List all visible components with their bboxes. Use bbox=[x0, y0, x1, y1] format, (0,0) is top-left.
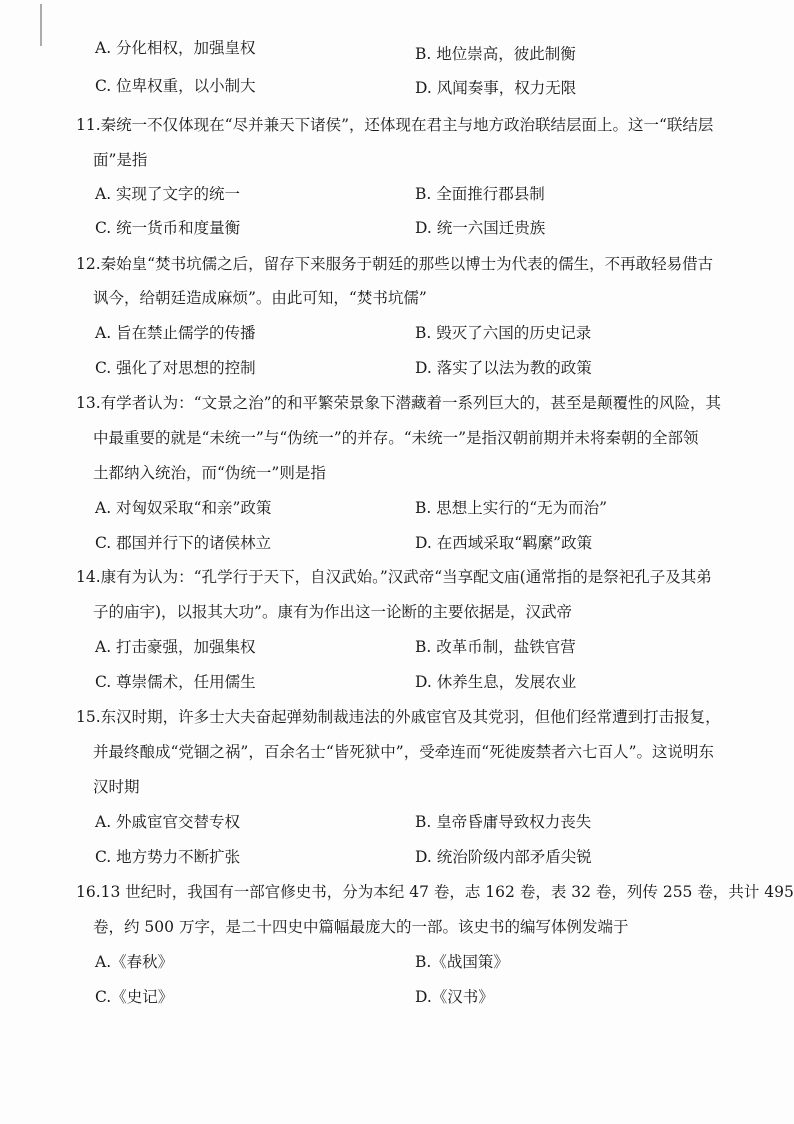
q11-line-1: 秦统一不仅体现在“尽并兼天下诸侯”，还体现在君主与地方政治联结层面上。这一“联结层 bbox=[100, 116, 714, 134]
q15-option-c[interactable]: C. 地方势力不断扩张 bbox=[95, 848, 241, 866]
q10-option-d[interactable]: D. 风闻奏事，权力无限 bbox=[415, 79, 577, 97]
q16-option-c[interactable]: C.《史记》 bbox=[95, 988, 174, 1006]
q16-option-a[interactable]: A.《春秋》 bbox=[95, 953, 174, 971]
q10-option-b[interactable]: B. 地位崇高，彼此制衡 bbox=[415, 45, 576, 63]
q15-option-d[interactable]: D. 统治阶级内部矛盾尖锐 bbox=[415, 848, 592, 866]
q16-line-2: 卷，约 500 万字，是二十四史中篇幅最庞大的一部。该史书的编写体例发端于 bbox=[93, 918, 629, 936]
q11-number: 11. bbox=[76, 116, 101, 134]
q13-option-b[interactable]: B. 思想上实行的“无为而治” bbox=[415, 499, 608, 517]
q12-option-b[interactable]: B. 毁灭了六国的历史记录 bbox=[415, 324, 592, 342]
q15-line-1: 东汉时期，许多士大夫奋起弹劾制裁违法的外戚宦官及其党羽，但他们经常遭到打击报复， bbox=[100, 708, 721, 726]
q13-line-3: 土都纳入统治，而“伪统一”则是指 bbox=[93, 464, 326, 482]
q14-number: 14. bbox=[76, 568, 101, 586]
q11-option-d[interactable]: D. 统一六国迁贵族 bbox=[415, 219, 546, 237]
q12-number: 12. bbox=[76, 255, 101, 273]
q14-stem bbox=[76, 567, 712, 587]
q13-option-d[interactable]: D. 在西域采取“羁縻”政策 bbox=[415, 534, 593, 552]
q14-line-1: 康有为认为：“孔学行于天下，自汉武始。”汉武帝“当享配文庙(通常指的是祭祀孔子及其弟 bbox=[100, 568, 712, 586]
q16-option-b[interactable]: B.《战国策》 bbox=[415, 953, 509, 971]
q16-stem bbox=[76, 882, 794, 902]
q15-option-a[interactable]: A. 外戚宦官交替专权 bbox=[95, 813, 241, 831]
q15-option-b[interactable]: B. 皇帝昏庸导致权力丧失 bbox=[415, 813, 592, 831]
q14-line-2: 子的庙宇)，以报其大功”。康有为作出这一论断的主要依据是，汉武帝 bbox=[93, 603, 572, 621]
q11-option-a[interactable]: A. 实现了文字的统一 bbox=[95, 185, 241, 203]
q14-option-c[interactable]: C. 尊崇儒术，任用儒生 bbox=[95, 673, 256, 691]
q15-stem bbox=[76, 707, 721, 727]
q16-line-1: 13 世纪时，我国有一部官修史书，分为本纪 47 卷，志 162 卷，表 32 卷，列传 255 卷，共计 495 bbox=[100, 883, 794, 901]
q15-line-2: 并最终酿成“党锢之祸”，百余名士“皆死狱中”，受牵连而“死徙废禁者六七百人”。这说明东 bbox=[93, 743, 715, 761]
q11-option-b[interactable]: B. 全面推行郡县制 bbox=[415, 185, 545, 203]
q16-number: 16. bbox=[76, 883, 101, 901]
q16-option-d[interactable]: D.《汉书》 bbox=[415, 988, 494, 1006]
q12-option-a[interactable]: A. 旨在禁止儒学的传播 bbox=[95, 324, 256, 342]
q10-option-a[interactable]: A. 分化相权，加强皇权 bbox=[95, 39, 256, 57]
q13-option-a[interactable]: A. 对匈奴采取“和亲”政策 bbox=[95, 499, 272, 517]
q12-line-2: 讽今，给朝廷造成麻烦”。由此可知，“焚书坑儒” bbox=[93, 289, 427, 307]
q12-stem bbox=[76, 254, 713, 274]
q12-option-c[interactable]: C. 强化了对思想的控制 bbox=[95, 359, 256, 377]
q11-option-c[interactable]: C. 统一货币和度量衡 bbox=[95, 219, 241, 237]
q13-option-c[interactable]: C. 郡国并行下的诸侯林立 bbox=[95, 534, 272, 552]
q10-option-c[interactable]: C. 位卑权重，以小制大 bbox=[95, 77, 256, 95]
q13-number: 13. bbox=[76, 394, 101, 412]
q15-number: 15. bbox=[76, 708, 101, 726]
q13-stem bbox=[76, 393, 721, 413]
q12-line-1: 秦始皇“焚书坑儒之后，留存下来服务于朝廷的那些以博士为代表的儒生，不再敢轻易借古 bbox=[100, 255, 714, 273]
q11-line-2: 面”是指 bbox=[93, 151, 148, 169]
q13-line-1: 有学者认为：“文景之治”的和平繁荣景象下潜藏着一系列巨大的，甚至是颠覆性的风险，其 bbox=[100, 394, 722, 412]
q14-option-a[interactable]: A. 打击豪强，加强集权 bbox=[95, 638, 256, 656]
q14-option-b[interactable]: B. 改革币制，盐铁官营 bbox=[415, 638, 576, 656]
q14-option-d[interactable]: D. 休养生息，发展农业 bbox=[415, 673, 577, 691]
q13-line-2: 中最重要的就是“未统一”与“伪统一”的并存。“未统一”是指汉朝前期并未将秦朝的全部领 bbox=[93, 429, 699, 447]
scan-edge-mark bbox=[40, 4, 42, 46]
q15-line-3: 汉时期 bbox=[93, 778, 140, 796]
q12-option-d[interactable]: D. 落实了以法为教的政策 bbox=[415, 359, 592, 377]
q11-stem bbox=[76, 115, 713, 135]
